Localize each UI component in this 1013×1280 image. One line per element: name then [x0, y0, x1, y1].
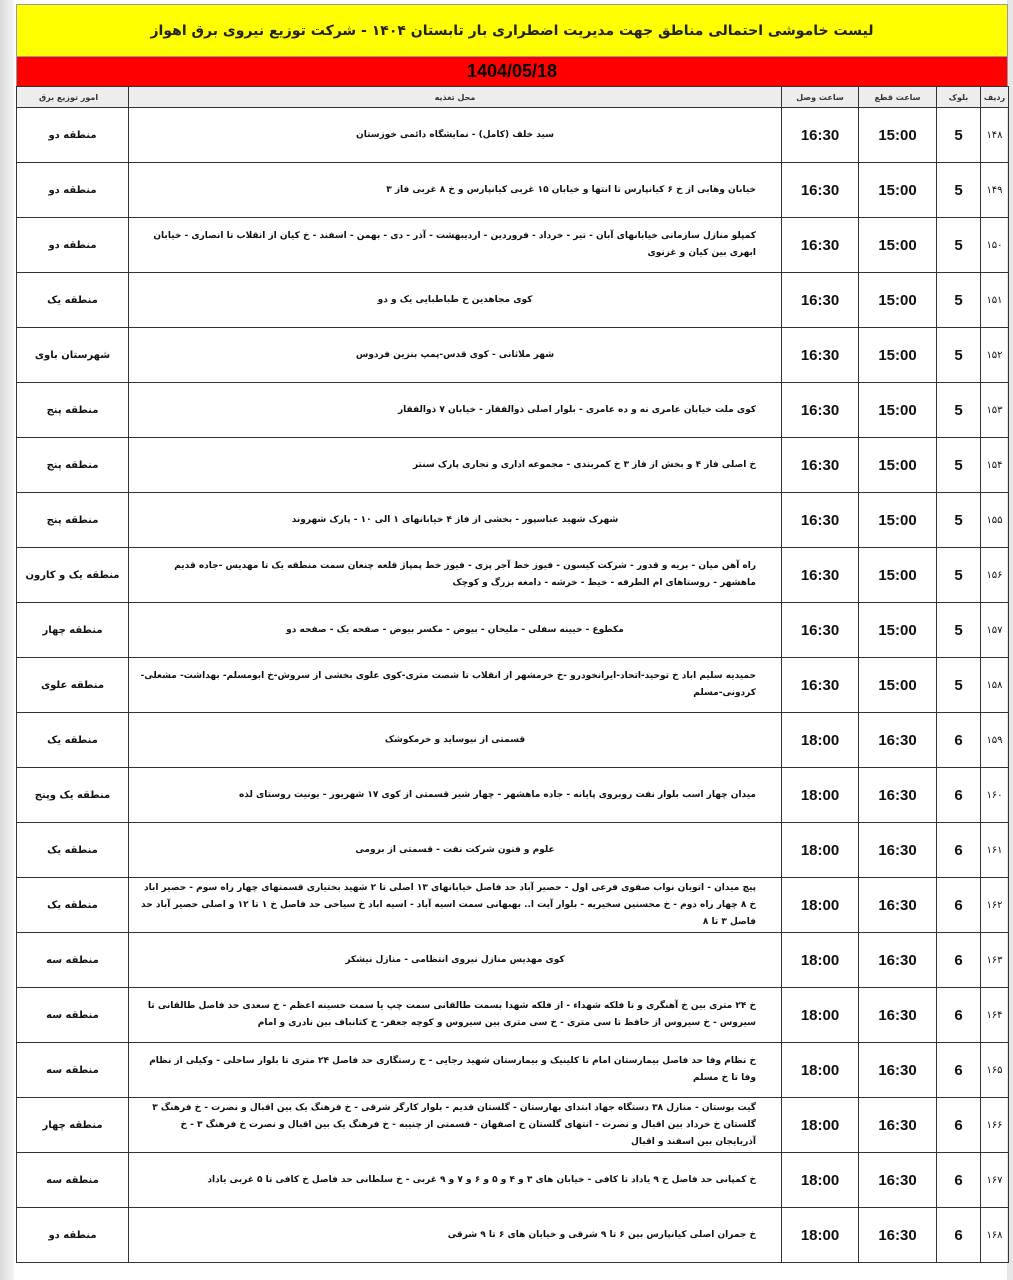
table-row [17, 603, 1009, 658]
row-location: کوی مهدیس منازل نیروی انتظامی - منازل نیشکر [129, 933, 782, 988]
row-area: منطقه یک [17, 273, 129, 328]
row-area: منطقه یک [17, 823, 129, 878]
row-block: 6 [937, 1153, 981, 1208]
row-index: ۱۵۴ [981, 438, 1009, 493]
row-cut-time: 15:00 [859, 383, 937, 438]
row-cut-time: 16:30 [859, 823, 937, 878]
row-block: 6 [937, 1098, 981, 1153]
row-location: کوی مجاهدین خ طباطبایی یک و دو [129, 273, 782, 328]
row-location: کوی ملت خیابان عامری نه و ده عامری - بلوار اصلی ذوالفقار - خیابان ۷ ذوالفقار [129, 383, 782, 438]
header-connect-time: ساعت وصل [782, 87, 859, 108]
row-cut-time: 15:00 [859, 273, 937, 328]
row-area: منطقه دو [17, 163, 129, 218]
outage-schedule-sheet [16, 4, 1008, 1263]
row-cut-time: 16:30 [859, 1098, 937, 1153]
row-block: 5 [937, 438, 981, 493]
row-area: منطقه دو [17, 108, 129, 163]
row-area: منطقه چهار [17, 603, 129, 658]
table-row [17, 658, 1009, 713]
row-area: منطقه سه [17, 988, 129, 1043]
table-row [17, 933, 1009, 988]
row-cut-time: 15:00 [859, 438, 937, 493]
row-area: منطقه دو [17, 218, 129, 273]
row-connect-time: 18:00 [782, 713, 859, 768]
row-connect-time: 16:30 [782, 603, 859, 658]
table-row [17, 328, 1009, 383]
row-block: 5 [937, 548, 981, 603]
table-row [17, 823, 1009, 878]
table-row [17, 1043, 1009, 1098]
header-block: بلوک [937, 87, 981, 108]
row-location: قسمتی از نیوساید و خرمکوشک [129, 713, 782, 768]
row-index: ۱۴۹ [981, 163, 1009, 218]
row-connect-time: 18:00 [782, 1208, 859, 1263]
row-block: 5 [937, 383, 981, 438]
table-row [17, 878, 1009, 933]
row-location: شهرک شهید عباسپور - بخشی از فاز ۴ خیابانهای ۱ الی ۱۰ - پارک شهروند [129, 493, 782, 548]
row-connect-time: 18:00 [782, 823, 859, 878]
row-cut-time: 16:30 [859, 878, 937, 933]
row-cut-time: 16:30 [859, 933, 937, 988]
row-block: 6 [937, 878, 981, 933]
row-location: خ اصلی فاز ۴ و بخش از فاز ۳ خ کمربندی - مجموعه اداری و تجاری پارک سنتر [129, 438, 782, 493]
document-title: لیست خاموشی احتمالی مناطق جهت مدیریت اضطراری بار تابستان ۱۴۰۴ - شرکت توزیع نیروی برق اهواز [16, 4, 1008, 57]
row-connect-time: 16:30 [782, 273, 859, 328]
row-cut-time: 16:30 [859, 1208, 937, 1263]
table-row [17, 548, 1009, 603]
viewer-left-edge [0, 0, 14, 1280]
row-area: منطقه یک وپنج [17, 768, 129, 823]
row-location: علوم و فنون شرکت نفت - قسمتی از برومی [129, 823, 782, 878]
row-location: حمیدیه سلیم اباد خ توحید-اتحاد-ایرانخودرو -خ خرمشهر از انقلاب تا شصت متری-کوی علوی بخشی از سروش-خ ابومسلم- بهداشت- مشعلی- کردونی-مسلم [129, 658, 782, 713]
row-index: ۱۶۷ [981, 1153, 1009, 1208]
row-index: ۱۵۲ [981, 328, 1009, 383]
row-area: منطقه سه [17, 1043, 129, 1098]
row-connect-time: 18:00 [782, 878, 859, 933]
row-index: ۱۵۱ [981, 273, 1009, 328]
table-row [17, 273, 1009, 328]
row-block: 6 [937, 1043, 981, 1098]
table-row [17, 713, 1009, 768]
row-area: منطقه پنج [17, 493, 129, 548]
row-cut-time: 15:00 [859, 163, 937, 218]
row-connect-time: 18:00 [782, 933, 859, 988]
row-block: 6 [937, 713, 981, 768]
header-area: امور توزیع برق [17, 87, 129, 108]
row-cut-time: 15:00 [859, 548, 937, 603]
row-connect-time: 16:30 [782, 108, 859, 163]
row-location: شهر ملاثانی - کوی قدس-پمپ بنزین فردوس [129, 328, 782, 383]
row-cut-time: 16:30 [859, 1153, 937, 1208]
header-index: ردیف [981, 87, 1009, 108]
row-location: پیچ میدان - اتوبان نواب صفوی فرعی اول - حصیر آباد حد فاصل خیابانهای ۱۳ اصلی تا ۲ شهید بختیاری قسمتهای چهار راه سوم - حصیر اباد خ ۸ چهار راه دوم - خ محسنین سخیریه - بلوار آیت ا.. بهبهانی سمت اسیه آباد - اسیه اباد خ سیاحی حد فاصل خ ۱ تا ۱۲ و اصلی حصیر آباد حد فاصل ۳ تا ۸ [129, 878, 782, 933]
row-index: ۱۵۰ [981, 218, 1009, 273]
row-block: 6 [937, 933, 981, 988]
row-cut-time: 16:30 [859, 768, 937, 823]
row-connect-time: 16:30 [782, 383, 859, 438]
row-location: خ نظام وفا حد فاصل بیمارستان امام تا کلینیک و بیمارستان شهید رجایی - خ رستگاری حد فاصل ۲۴ متری تا بلوار ساحلی - وکیلی از نظام وفا تا خ مسلم [129, 1043, 782, 1098]
table-row [17, 218, 1009, 273]
row-location: کمپلو منازل سازمانی خیابانهای آبان - تیر - خرداد - فروردین - اردیبهشت - آذر - دی - بهمن - اسفند - خ کیان از انقلاب تا انصاری - خیابان ابهری بین کیان و غزنوی [129, 218, 782, 273]
row-connect-time: 18:00 [782, 988, 859, 1043]
row-location: راه آهن میان - بریه و قدور - شرکت کیسون - فیوز خط آجر پزی - فیوز خط پمپاژ قلعه چنعان سمت منطقه یک تا مهدیس -جاده قدیم ماهشهر - روستاهای ام الطرفه - خیط - خرشه - دامغه بزرگ و کوچک [129, 548, 782, 603]
row-block: 5 [937, 163, 981, 218]
row-block: 5 [937, 493, 981, 548]
row-index: ۱۶۶ [981, 1098, 1009, 1153]
row-area: منطقه سه [17, 933, 129, 988]
row-index: ۱۵۳ [981, 383, 1009, 438]
row-block: 5 [937, 603, 981, 658]
table-row [17, 768, 1009, 823]
row-area: منطقه پنج [17, 438, 129, 493]
row-index: ۱۶۰ [981, 768, 1009, 823]
row-block: 5 [937, 273, 981, 328]
row-location: خ ۲۴ متری بین خ آهنگری و تا فلکه شهداء - از فلکه شهدا بسمت طالقانی سمت چپ یا سمت حسینه اعظم - خ سعدی حد فاصل طالقانی تا سیروس - خ سیروس از حافظ تا سی متری - خ سی متری بین سیروس و کوچه جعفر- خ کتانباف بین نادری و امام [129, 988, 782, 1043]
row-cut-time: 15:00 [859, 218, 937, 273]
row-area: منطقه یک [17, 713, 129, 768]
row-index: ۱۶۸ [981, 1208, 1009, 1263]
row-connect-time: 16:30 [782, 328, 859, 383]
row-cut-time: 15:00 [859, 493, 937, 548]
table-row [17, 163, 1009, 218]
row-area: منطقه دو [17, 1208, 129, 1263]
table-row [17, 108, 1009, 163]
row-location: خ کمپانی حد فاصل خ ۹ یاداد تا کافی - خیابان های ۳ و ۴ و ۵ و ۶ و ۷ و ۹ غربی - خ سلطانی حد فاصل خ کافی تا ۵ غربی یاداد [129, 1153, 782, 1208]
row-connect-time: 16:30 [782, 493, 859, 548]
row-cut-time: 15:00 [859, 108, 937, 163]
row-location: مکطوع - خیینه سفلی - ملیحان - بیوض - مکسر بیوض - صفحه یک - صفحه دو [129, 603, 782, 658]
row-index: ۱۴۸ [981, 108, 1009, 163]
row-block: 5 [937, 108, 981, 163]
row-block: 6 [937, 823, 981, 878]
row-cut-time: 16:30 [859, 1043, 937, 1098]
row-area: منطقه چهار [17, 1098, 129, 1153]
row-index: ۱۶۱ [981, 823, 1009, 878]
row-area: منطقه یک [17, 878, 129, 933]
table-row [17, 1098, 1009, 1153]
row-index: ۱۶۳ [981, 933, 1009, 988]
row-location: خیابان وهابی از خ ۶ کیانپارس تا انتها و خیابان ۱۵ غربی کیانپارس و خ ۸ غربی فاز ۳ [129, 163, 782, 218]
table-row [17, 493, 1009, 548]
table-header-row [17, 87, 1009, 108]
row-cut-time: 15:00 [859, 658, 937, 713]
outage-table [16, 86, 1009, 1263]
row-cut-time: 15:00 [859, 328, 937, 383]
row-area: منطقه یک و کارون [17, 548, 129, 603]
row-block: 5 [937, 328, 981, 383]
row-connect-time: 16:30 [782, 438, 859, 493]
row-connect-time: 18:00 [782, 1098, 859, 1153]
row-cut-time: 16:30 [859, 713, 937, 768]
table-row [17, 1208, 1009, 1263]
row-block: 6 [937, 1208, 981, 1263]
row-index: ۱۵۶ [981, 548, 1009, 603]
row-index: ۱۶۴ [981, 988, 1009, 1043]
row-connect-time: 16:30 [782, 163, 859, 218]
row-index: ۱۵۸ [981, 658, 1009, 713]
header-cut-time: ساعت قطع [859, 87, 937, 108]
row-connect-time: 18:00 [782, 1153, 859, 1208]
row-cut-time: 16:30 [859, 988, 937, 1043]
schedule-date: 1404/05/18 [16, 57, 1008, 86]
row-area: منطقه علوی [17, 658, 129, 713]
table-row [17, 438, 1009, 493]
row-area: منطقه سه [17, 1153, 129, 1208]
row-location: میدان چهار اسب بلوار نفت روبروی پایانه - جاده ماهشهر - چهار شیر قسمتی از کوی ۱۷ شهریور - یونیت روستای لذه [129, 768, 782, 823]
row-index: ۱۵۹ [981, 713, 1009, 768]
row-block: 5 [937, 658, 981, 713]
row-location: سید خلف (کامل) - نمایشگاه دائمی خوزستان [129, 108, 782, 163]
row-index: ۱۶۵ [981, 1043, 1009, 1098]
table-row [17, 383, 1009, 438]
row-cut-time: 15:00 [859, 603, 937, 658]
table-body [17, 108, 1009, 1263]
table-row [17, 1153, 1009, 1208]
row-index: ۱۵۵ [981, 493, 1009, 548]
row-connect-time: 16:30 [782, 548, 859, 603]
row-location: گیت بوستان - منازل ۳۸ دستگاه جهاد ابتدای بهارستان - گلستان قدیم - بلوار کارگر شرقی - خ فرهنگ یک بین اقبال و نصرت - خ فرهنگ ۳ گلستان خ خرداد بین اقبال و نصرت - انتهای گلستان خ اصفهان - قسمتی از چنیبه - خ فرهنگ یک بین اقبال و نصرت خ فرهنگ ۳ - خ آذربایجان بین اسفند و اقبال [129, 1098, 782, 1153]
row-connect-time: 16:30 [782, 658, 859, 713]
row-connect-time: 16:30 [782, 218, 859, 273]
row-index: ۱۵۷ [981, 603, 1009, 658]
row-area: منطقه پنج [17, 383, 129, 438]
row-block: 6 [937, 988, 981, 1043]
row-area: شهرستان باوی [17, 328, 129, 383]
header-location: محل تغذیه [129, 87, 782, 108]
row-connect-time: 18:00 [782, 768, 859, 823]
row-block: 6 [937, 768, 981, 823]
row-block: 5 [937, 218, 981, 273]
row-location: خ جمران اصلی کیانپارس بین ۶ تا ۹ شرقی و خیابان های ۶ تا ۹ شرقی [129, 1208, 782, 1263]
row-index: ۱۶۲ [981, 878, 1009, 933]
table-row [17, 988, 1009, 1043]
row-connect-time: 18:00 [782, 1043, 859, 1098]
